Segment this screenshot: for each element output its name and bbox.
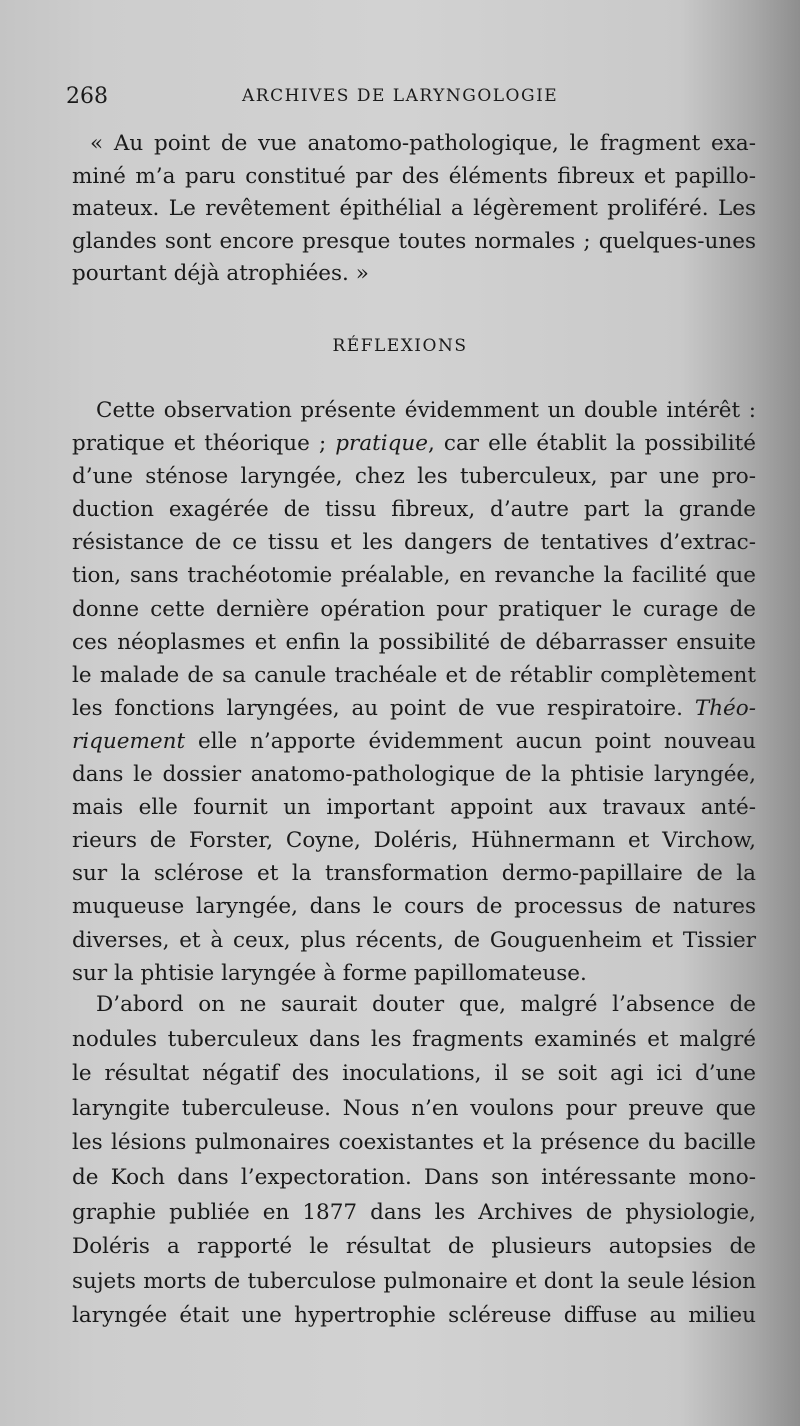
text-line — [72, 427, 756, 460]
text-line: le résultat négatif des inoculations, il se soit agi ici d’une — [72, 1061, 756, 1087]
text-line: mais elle fournit un important appoint aux travaux anté- — [72, 795, 756, 821]
text-line: Cette observation présente évidemment un double intérêt : — [96, 398, 756, 423]
text-line: les lésions pulmonaires coexistantes et la présence du bacille — [72, 1130, 756, 1156]
text-line: donne cette dernière opération pour pratiquer le curage de — [72, 596, 756, 622]
italic-term: Théo- — [694, 695, 756, 721]
text-line: sujets morts de tuberculose pulmonaire et dont la seule lésion — [72, 1268, 756, 1294]
text-line: duction exagérée de tissu fibreux, d’autre part la grande — [72, 497, 756, 523]
text-line: tion, sans trachéotomie préalable, en revanche la facilité que — [72, 563, 756, 589]
text-line: laryngite tuberculeuse. Nous n’en voulons pour preuve que — [72, 1095, 756, 1121]
text-line: résistance de ce tissu et les dangers de tentatives d’extrac- — [72, 530, 756, 556]
text-line: le malade de sa canule trachéale et de rétablir complètement — [72, 662, 756, 688]
italic-term: riquement — [72, 728, 186, 754]
text-line: de Koch dans l’expectoration. Dans son intéressante mono- — [72, 1164, 756, 1190]
text-line: mateux. Le revêtement épithélial a légèrement proliféré. Les — [72, 196, 756, 222]
quoted-paragraph — [72, 128, 756, 291]
text-line: pourtant déjà atrophiées. » — [72, 261, 369, 287]
text-line: « Au point de vue anatomo-pathologique, le fragment exa- — [90, 131, 756, 156]
italic-term: pratique — [335, 431, 428, 457]
text-line — [72, 725, 756, 758]
page-number: 268 — [66, 84, 108, 109]
page-header — [66, 84, 756, 114]
text-segment: les fonctions laryngées, au point de vue respiratoire. — [72, 695, 695, 721]
text-line: sur la sclérose et la transformation dermo-papillaire de la — [72, 861, 756, 887]
running-title: ARCHIVES DE LARYNGOLOGIE — [242, 86, 559, 106]
text-line: Doléris a rapporté le résultat de plusieurs autopsies de — [72, 1234, 756, 1260]
text-line: ces néoplasmes et enfin la possibilité de débarrasser ensuite — [72, 629, 756, 655]
text-line: sur la phtisie laryngée à forme papillomateuse. — [72, 960, 587, 986]
text-line: laryngée était une hypertrophie scléreuse diffuse au milieu — [72, 1303, 756, 1329]
text-line: dans le dossier anatomo-pathologique de la phtisie laryngée, — [72, 762, 756, 788]
text-line: d’une sténose laryngée, chez les tuberculeux, par une pro- — [72, 464, 756, 490]
text-line: diverses, et à ceux, plus récents, de Gouguenheim et Tissier — [72, 927, 756, 953]
text-line: D’abord on ne saurait douter que, malgré l’absence de — [96, 992, 756, 1017]
text-line: muqueuse laryngée, dans le cours de processus de natures — [72, 894, 756, 920]
text-line: rieurs de Forster, Coyne, Doléris, Hühnermann et Virchow, — [72, 828, 756, 854]
text-segment: elle n’apporte évidemment aucun point nouveau — [185, 728, 756, 754]
section-title: RÉFLEXIONS — [332, 336, 468, 356]
text-segment: , car elle établit la possibilité — [428, 431, 757, 457]
paragraph — [72, 988, 756, 1334]
text-line: graphie publiée en 1877 dans les Archives de physiologie, — [72, 1199, 756, 1225]
text-line: nodules tuberculeux dans les fragments examinés et malgré — [72, 1026, 756, 1052]
text-line: miné m’a paru constitué par des éléments fibreux et papillo- — [72, 163, 756, 189]
text-line — [72, 692, 756, 725]
paragraph — [72, 394, 756, 990]
text-line: glandes sont encore presque toutes normales ; quelques-unes — [72, 228, 756, 254]
text-segment: pratique et théorique ; — [72, 431, 336, 457]
